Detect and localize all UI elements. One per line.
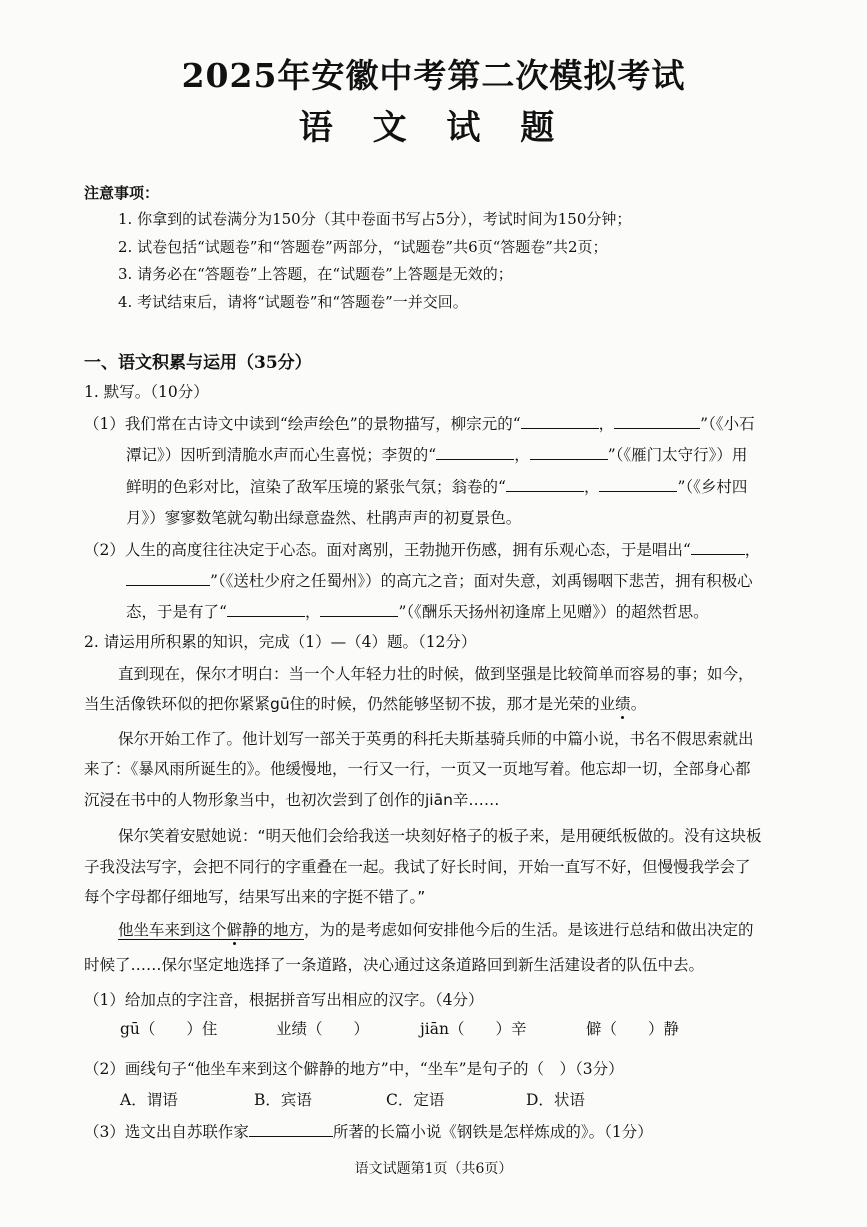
passage-line: 子我没法写字，会把不同行的字重叠在一起。我试了好长时间，开始一直写不好，但慢慢我学会了	[84, 858, 751, 876]
exam-title: 2025年安徽中考第二次模拟考试	[181, 56, 686, 95]
answer-blank[interactable]	[320, 602, 398, 617]
passage-line: 保尔笑着安慰她说：“明天他们会给我送一块刻好格子的板子来，是用硬纸板做的。没有这块板	[118, 827, 762, 845]
answer-blank[interactable]	[599, 477, 677, 492]
q1-p1-line1: （1）我们常在古诗文中读到“绘声绘色”的景物描写，柳宗元的“ ， ”（《小石	[84, 415, 755, 433]
q2-sub2: （2）画线句子“他坐车来到这个僻静的地方”中，“坐车”是句子的（ ）（3分）	[84, 1060, 624, 1078]
answer-blank[interactable]	[614, 414, 700, 429]
passage-line: 来了：《暴风雨所诞生的》。他缓慢地，一行又一行，一页又一页地写着。他忘却一切，全部身心都	[84, 760, 751, 778]
answer-blank[interactable]	[530, 445, 608, 460]
answer-blank[interactable]	[436, 445, 514, 460]
pinyin-item[interactable]: gū（ ）住	[120, 1020, 218, 1038]
q1-p2-line2: ”（《送杜少府之任蜀州》）的高亢之音；面对失意，刘禹锡咽下悲苦，拥有积极心	[126, 569, 753, 591]
answer-blank[interactable]	[691, 540, 745, 555]
q1-heading: 1. 默写。（10分）	[84, 383, 209, 401]
pinyin-item[interactable]: 业绩（ ）	[276, 1020, 370, 1038]
option-b[interactable]: B．宾语	[254, 1091, 312, 1109]
q2-sub1: （1）给加点的字注音，根据拼音写出相应的汉字。（4分）	[84, 991, 484, 1009]
passage-line: 保尔开始工作了。他计划写一部关于英勇的科托夫斯基骑兵师的中篇小说，书名不假思索就出	[118, 730, 754, 748]
pinyin-item[interactable]: jiān（ ）辛	[420, 1020, 527, 1038]
passage-line: 当生活像铁环似的把你紧紧gū住的时候，仍然能够坚韧不拔，那才是光荣的业绩。	[84, 695, 647, 713]
dotted-char: 绩	[615, 695, 631, 713]
answer-blank[interactable]	[506, 477, 584, 492]
option-d[interactable]: D．状语	[526, 1091, 585, 1109]
q1-p1-line3: 鲜明的色彩对比，渲染了敌军压境的紧张气氛；翁卷的“ ， ”（《乡村四	[126, 478, 748, 496]
passage-line: 直到现在，保尔才明白：当一个人年轻力壮的时候，做到坚强是比较简单而容易的事；如今，	[118, 665, 754, 683]
passage-line: 沉浸在书中的人物形象当中，也初次尝到了创作的jiān辛……	[84, 791, 500, 809]
q1-p1-line2: 潭记》）因听到清脆水声而心生喜悦；李贺的“ ， ”（《雁门太守行》）用	[126, 446, 748, 464]
passage-line: 时候了……保尔坚定地选择了一条道路，决心通过这条道路回到新生活建设者的队伍中去。	[84, 956, 705, 974]
option-c[interactable]: C．定语	[386, 1091, 445, 1109]
answer-blank[interactable]	[249, 1122, 333, 1137]
page-footer: 语文试题第1页（共6页）	[354, 1161, 513, 1177]
answer-blank[interactable]	[227, 602, 305, 617]
q1-p2-line1: （2）人生的高度往往决定于心态。面对离别，王勃抛开伤感，拥有乐观心态，于是唱出“ ，	[84, 541, 761, 559]
notice-item: 2. 试卷包括“试题卷”和“答题卷”两部分，“试题卷”共6页“答题卷”共2页；	[118, 238, 608, 256]
passage-line: 他坐车来到这个僻静的地方，为的是考虑如何安排他今后的生活。是该进行总结和做出决定的	[118, 921, 754, 939]
passage-line: 每个字母都仔细地写，结果写出来的字挺不错了。”	[84, 888, 426, 906]
q2-heading: 2. 请运用所积累的知识，完成（1）—（4）题。（12分）	[84, 633, 477, 651]
notice-item: 1. 你拿到的试卷满分为150分（其中卷面书写占5分），考试时间为150分钟；	[118, 210, 632, 228]
answer-blank[interactable]	[126, 571, 210, 586]
q1-p1-line4: 月》）寥寥数笔就勾勒出绿意盎然、杜鹃声声的初夏景色。	[126, 509, 522, 527]
dotted-char: 僻	[226, 921, 243, 939]
pinyin-item[interactable]: 僻（ ）静	[586, 1020, 680, 1038]
notice-heading: 注意事项：	[84, 184, 160, 202]
answer-blank[interactable]	[521, 414, 599, 429]
section-heading: 一、语文积累与运用（35分）	[84, 353, 312, 373]
q2-sub3: （3）选文出自苏联作家 所著的长篇小说《钢铁是怎样炼成的》。（1分）	[84, 1123, 653, 1141]
q1-p2-line3: 态，于是有了“ ， ”（《酬乐天扬州初逢席上见赠》）的超然哲思。	[126, 603, 709, 621]
notice-item: 3. 请务必在“答题卷”上答题，在“试题卷”上答题是无效的；	[118, 265, 513, 283]
underlined-sentence: 他坐车来到这个僻静的地方	[118, 921, 305, 939]
notice-item: 4. 考试结束后，请将“试题卷”和“答题卷”一并交回。	[118, 293, 468, 311]
exam-subtitle: 语 文 试 题	[298, 108, 569, 148]
option-a[interactable]: A．谓语	[120, 1091, 178, 1109]
